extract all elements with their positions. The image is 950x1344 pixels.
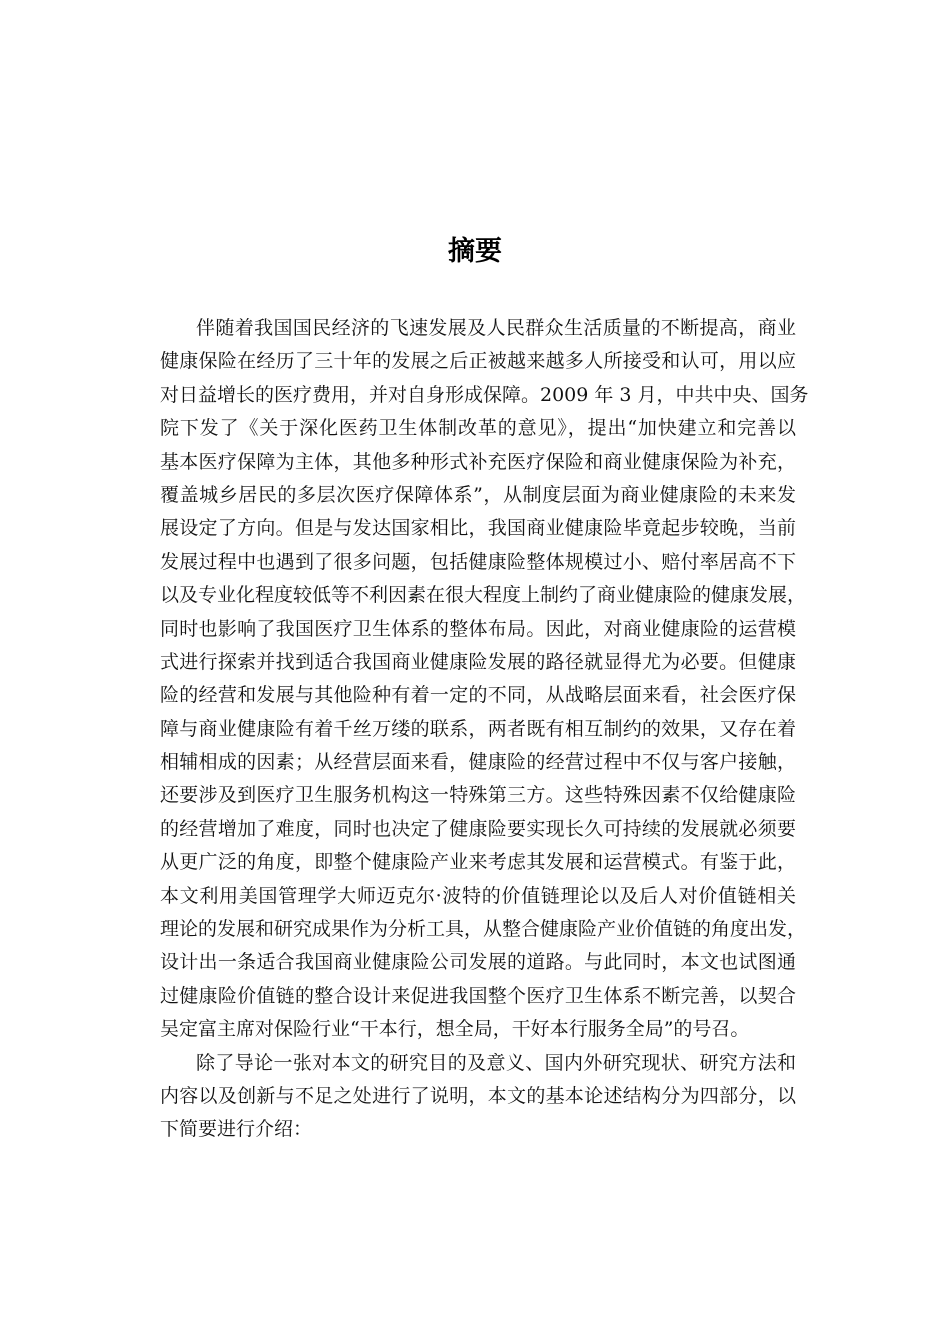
text-line: 式进行探索并找到适合我国商业健康险发展的路径就显得尤为必要。但健康 [160, 650, 796, 673]
text-line: 从更广泛的角度，即整个健康险产业来考虑其发展和运营模式。有鉴于此， [160, 851, 796, 874]
text-line: 院下发了《关于深化医药卫生体制改革的意见》，提出“加快建立和完善以 [160, 417, 796, 440]
page-title: 摘要 [448, 236, 502, 267]
text-line: 的经营增加了难度，同时也决定了健康险要实现长久可持续的发展就必须要 [160, 817, 796, 840]
text-line: 伴随着我国国民经济的飞速发展及人民群众生活质量的不断提高，商业 [196, 317, 796, 339]
text-line: 同时也影响了我国医疗卫生体系的整体布局。因此，对商业健康险的运营模 [160, 617, 796, 640]
text-line: 吴定富主席对保险行业“干本行，想全局，干好本行服务全局”的号召。 [160, 1018, 750, 1041]
text-line: 内容以及创新与不足之处进行了说明，本文的基本论述结构分为四部分，以 [160, 1084, 796, 1107]
text-line: 相辅相成的因素；从经营层面来看，健康险的经营过程中不仅与客户接触， [160, 751, 796, 774]
text-line: 险的经营和发展与其他险种有着一定的不同，从战略层面来看，社会医疗保 [160, 684, 796, 707]
text-line: 设计出一条适合我国商业健康险公司发展的道路。与此同时，本文也试图通 [160, 951, 796, 974]
text-line: 展设定了方向。但是与发达国家相比，我国商业健康险毕竟起步较晚，当前 [160, 517, 796, 540]
abstract-body [160, 312, 809, 1147]
text-line: 下简要进行介绍： [160, 1118, 313, 1141]
text-line: 覆盖城乡居民的多层次医疗保障体系”，从制度层面为商业健康险的未来发 [160, 483, 796, 506]
text-line: 健康保险在经历了三十年的发展之后正被越来越多人所接受和认可，用以应 [160, 350, 796, 373]
text-line: 以及专业化程度较低等不利因素在很大程度上制约了商业健康险的健康发展， [160, 584, 807, 607]
text-line: 本文利用美国管理学大师迈克尔·波特的价值链理论以及后人对价值链相关 [160, 884, 796, 907]
text-line: 障与商业健康险有着千丝万缕的联系，两者既有相互制约的效果，又存在着 [160, 717, 796, 740]
text-line: 理论的发展和研究成果作为分析工具，从整合健康险产业价值链的角度出发， [160, 918, 807, 941]
text-line: 对日益增长的医疗费用，并对自身形成保障。2009 年 3 月，中共中央、国务 [160, 383, 809, 406]
text-line: 过健康险价值链的整合设计来促进我国整个医疗卫生体系不断完善，以契合 [160, 984, 796, 1007]
text-line: 基本医疗保障为主体，其他多种形式补充医疗保险和商业健康保险为补充， [160, 450, 796, 473]
text-line: 发展过程中也遇到了很多问题，包括健康险整体规模过小、赔付率居高不下 [160, 550, 796, 573]
text-line: 还要涉及到医疗卫生服务机构这一特殊第三方。这些特殊因素不仅给健康险 [160, 784, 796, 807]
text-line: 除了导论一张对本文的研究目的及意义、国内外研究现状、研究方法和 [196, 1051, 796, 1074]
